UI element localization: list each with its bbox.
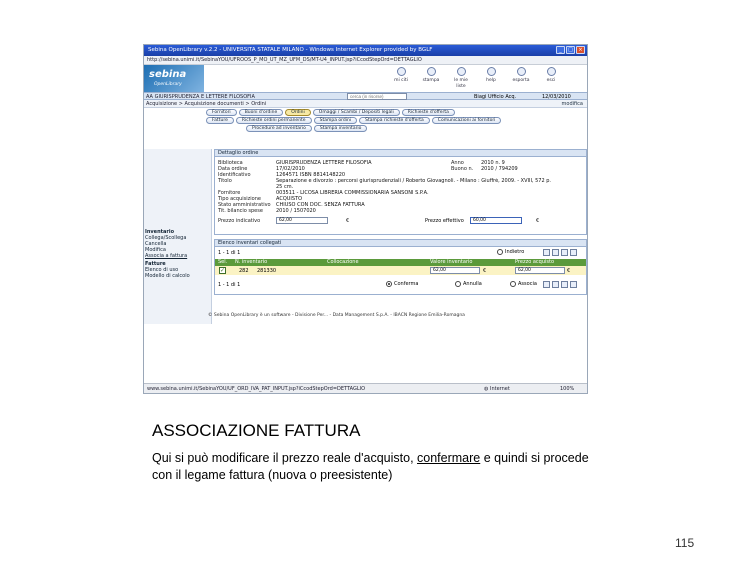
field-label: Data ordine xyxy=(218,166,248,172)
row-value-input[interactable]: 62,00 xyxy=(430,267,480,274)
address-bar[interactable] xyxy=(144,56,587,65)
field-value: ACQUISTO xyxy=(276,196,303,202)
order-detail-panel xyxy=(214,149,587,235)
col-collocazione[interactable]: Collocazione xyxy=(327,259,359,265)
field-value: GIURISPRUDENZA LETTERE FILOSOFIA xyxy=(276,160,372,166)
row-inventory: 281330 xyxy=(257,268,277,274)
field-value: CHIUSO CON DOC. SENZA FATTURA xyxy=(276,202,365,208)
first-page-icon[interactable] xyxy=(543,249,550,256)
breadcrumb-bar xyxy=(144,100,587,108)
nav-stampa-richieste[interactable]: Stampa richieste d'offerta xyxy=(359,117,430,124)
prezzo-indicativo-label: Prezzo indicativo xyxy=(218,218,261,224)
field-value: 2010 / 794209 xyxy=(481,166,518,172)
sidebar-heading-fatture: Fatture xyxy=(145,261,166,267)
minimize-icon[interactable]: _ xyxy=(556,46,565,54)
detail-row xyxy=(218,208,583,214)
library-name: AA GIURISPRUDENZA E LETTERE FILOSOFIA xyxy=(146,94,255,100)
col-inventario[interactable]: N. inventario xyxy=(235,259,268,265)
list-footer xyxy=(218,281,583,289)
sidebar-heading-inventario: Inventario xyxy=(145,229,175,235)
nav-row-2 xyxy=(206,117,506,124)
first-page-icon[interactable] xyxy=(543,281,550,288)
inventory-list-header: Elenco inventari collegati xyxy=(215,240,586,247)
nav-row-1 xyxy=(206,109,506,116)
col-sel: Sel. xyxy=(218,259,228,265)
indietro-option[interactable] xyxy=(497,249,524,255)
associa-option[interactable] xyxy=(510,281,537,287)
status-zone-label: Internet xyxy=(489,386,510,392)
logo-word: sebina xyxy=(149,69,187,80)
field-label: Tipo acquisizione xyxy=(218,196,261,202)
prev-page-icon[interactable] xyxy=(552,281,559,288)
user-name: Biagi Ufficio Acq. xyxy=(474,94,517,100)
top-tools xyxy=(390,67,562,90)
conferma-label: Conferma xyxy=(394,281,419,287)
list-pagination: 1 - 1 di 1 xyxy=(218,250,241,256)
prezzo-effettivo-currency: € xyxy=(536,218,540,224)
nav-stampa-ordini[interactable]: Stampa ordini xyxy=(314,117,358,124)
address-url: http://sebina.unimi.it/SebinaYOU/UFROOS_P_MO_UT_MZ_UFM_DS/MT-U4_INPUT.jsp?iCcodStepOrd=DETTAGLIO xyxy=(147,57,422,63)
nav-buoni-ordine[interactable]: Buoni d'ordine xyxy=(239,109,284,116)
slide-title: ASSOCIAZIONE FATTURA xyxy=(152,421,361,440)
field-label: Tit. bilancio spese xyxy=(218,208,263,214)
associa-label: Associa xyxy=(518,281,537,287)
function-buttons xyxy=(206,109,506,133)
field-label: Buono n. xyxy=(451,166,474,172)
price-row xyxy=(218,218,583,224)
search-input[interactable] xyxy=(347,93,407,100)
close-icon[interactable]: × xyxy=(576,46,585,54)
sidebar-item-modifica[interactable]: Modifica xyxy=(145,247,166,253)
slide-body-link: confermare xyxy=(417,451,481,465)
page-number: 115 xyxy=(675,536,695,550)
field-value: Separazione e divorzio : percorsi giurisprudenziali / Roberto Giovagnoli. - Milano : Giuffrè, 2009. - XVIII, 572 p. xyxy=(276,178,552,184)
list-column-headers xyxy=(215,259,586,266)
field-value: 25 cm. xyxy=(276,184,294,190)
field-value: 003511 - LICOSA LIBRERIA COMMISSIONARIA SANSONI S.P.A. xyxy=(276,190,429,196)
sidebar-item-collega[interactable]: Collega/Scollega xyxy=(145,235,187,241)
tool-label: le mie liste xyxy=(454,78,468,89)
tool-esporta[interactable] xyxy=(510,67,532,90)
nav-stampa-inventario[interactable]: Stampa inventario xyxy=(314,125,368,132)
nav-ordini[interactable]: Ordini xyxy=(285,109,311,116)
window-controls xyxy=(556,46,585,54)
nav-fatture[interactable]: Fatture xyxy=(206,117,234,124)
annulla-label: Annulla xyxy=(463,281,482,287)
sidebar-spacer xyxy=(144,149,211,227)
list-icon xyxy=(457,67,466,76)
sidebar-item-cancella[interactable]: Cancella xyxy=(145,241,167,247)
tool-label: stampa xyxy=(422,78,440,83)
footer-pagination: 1 - 1 di 1 xyxy=(218,282,241,288)
browser-statusbar xyxy=(144,383,587,393)
field-value: 2010 n. 9 xyxy=(481,160,505,166)
copyright-notice: © Sebina OpenLibrary è un software - Divisione Per... - Data Management S.p.A. - IBACN Regione Emilia-Romagna xyxy=(208,313,465,318)
tool-liste[interactable] xyxy=(450,67,472,90)
field-value: 17/02/2010 xyxy=(276,166,305,172)
tool-mi-citi[interactable] xyxy=(390,67,412,90)
checkmark-icon[interactable]: ✓ xyxy=(220,267,226,274)
tool-label: esci xyxy=(546,78,556,83)
exit-icon xyxy=(547,67,556,76)
field-label: Anno xyxy=(451,160,464,166)
table-row[interactable] xyxy=(215,266,586,275)
modifica-link[interactable]: modifica xyxy=(561,101,583,107)
next-page-icon[interactable] xyxy=(561,249,568,256)
sebina-logo xyxy=(144,65,204,92)
annulla-option[interactable] xyxy=(455,281,482,287)
nav-richieste-ordini[interactable]: Richieste ordini permanente xyxy=(236,117,312,124)
inventory-list-panel xyxy=(214,239,587,295)
slide-body xyxy=(152,450,592,484)
prev-page-icon[interactable] xyxy=(552,249,559,256)
order-detail-header: Dettaglio ordine xyxy=(215,150,586,157)
sidebar-item-elenco[interactable]: Elenco di uso xyxy=(145,267,179,273)
field-label: Identificativo xyxy=(218,172,251,178)
sidebar xyxy=(144,149,212,324)
field-value: 1264571 ISBN 8814148220 xyxy=(276,172,346,178)
field-value: 2010 / 1507020 xyxy=(276,208,316,214)
current-date: 12/03/2010 xyxy=(542,94,571,100)
field-label: Biblioteca xyxy=(218,160,243,166)
tool-esci[interactable] xyxy=(540,67,562,90)
prezzo-effettivo-input[interactable]: 60,00 xyxy=(470,217,522,224)
prezzo-indicativo-input[interactable]: 62,00 xyxy=(276,217,328,224)
row-price-input[interactable]: 62,00 xyxy=(515,267,565,274)
logo-subtitle: OpenLibrary xyxy=(154,82,182,87)
tool-stampa[interactable] xyxy=(420,67,442,90)
help-icon xyxy=(487,67,496,76)
row-series: 282 xyxy=(239,268,249,274)
tool-label: help xyxy=(486,78,496,83)
slide-body-part1: Qui si può modificare il prezzo reale d'acquisto, xyxy=(152,451,418,465)
field-label: Stato amministrativo xyxy=(218,202,271,208)
nav-row-3 xyxy=(206,125,506,132)
screenshot xyxy=(143,44,588,394)
radio-selected-icon[interactable] xyxy=(386,281,392,287)
window-titlebar xyxy=(144,45,587,56)
prezzo-effettivo-label: Prezzo effettivo xyxy=(425,218,464,224)
last-page-icon[interactable] xyxy=(570,249,577,256)
radio-icon[interactable] xyxy=(510,281,516,287)
field-label: Titolo xyxy=(218,178,232,184)
indietro-label: Indietro xyxy=(505,249,525,255)
print-icon xyxy=(427,67,436,76)
prezzo-indicativo-currency: € xyxy=(346,218,350,224)
slide-body-part2: e quindi si procede con il legame fattura (nuova o preesistente) xyxy=(152,451,589,482)
nav-procedure-inventario[interactable]: Procedure ad inventario xyxy=(246,125,312,132)
nav-omaggi[interactable]: Omaggi / Scambi / Depositi legali xyxy=(313,109,400,116)
conferma-option[interactable] xyxy=(386,281,418,287)
sidebar-item-modello[interactable]: Modello di calcolo xyxy=(145,273,190,279)
radio-icon[interactable] xyxy=(497,249,503,255)
radio-icon[interactable] xyxy=(455,281,461,287)
next-page-icon[interactable] xyxy=(561,281,568,288)
col-valore: Valore inventario xyxy=(430,259,473,265)
maximize-icon[interactable]: □ xyxy=(566,46,575,54)
field-label: Fornitore xyxy=(218,190,241,196)
home-icon xyxy=(397,67,406,76)
library-bar xyxy=(144,92,587,100)
export-icon xyxy=(517,67,526,76)
row-value-currency: € xyxy=(483,268,487,274)
nav-fornitori[interactable]: Fornitori xyxy=(206,109,237,116)
sidebar-item-associa-fattura[interactable]: Associa a fattura xyxy=(145,253,188,259)
row-price-currency: € xyxy=(567,268,571,274)
tool-label: mi citi xyxy=(394,78,408,83)
breadcrumb[interactable]: Acquisizione > Acquisizione documenti > Ordini xyxy=(146,101,267,107)
globe-icon: ◍ xyxy=(484,386,489,392)
window-title: Sebina OpenLibrary v.2.2 - UNIVERSITA STATALE MILANO - Windows Internet Explorer provided by BGLF xyxy=(148,47,433,53)
status-zone xyxy=(484,386,510,392)
app-header xyxy=(144,65,587,92)
nav-richieste-offerta[interactable]: Richieste d'offerta xyxy=(402,109,455,116)
status-url: www.sebina.unimi.it/SebinaYOU/UF_ORD_IVA_PAT_INPUT.jsp?iCcodStepOrd=DETTAGLIO xyxy=(147,386,366,392)
tool-help[interactable] xyxy=(480,67,502,90)
nav-comunicazioni[interactable]: Comunicazioni ai fornitori xyxy=(432,117,502,124)
last-page-icon[interactable] xyxy=(570,281,577,288)
col-prezzo: Prezzo acquisto xyxy=(515,259,555,265)
tool-label: esporta xyxy=(512,78,530,83)
status-zoom[interactable]: 100% xyxy=(560,386,575,392)
